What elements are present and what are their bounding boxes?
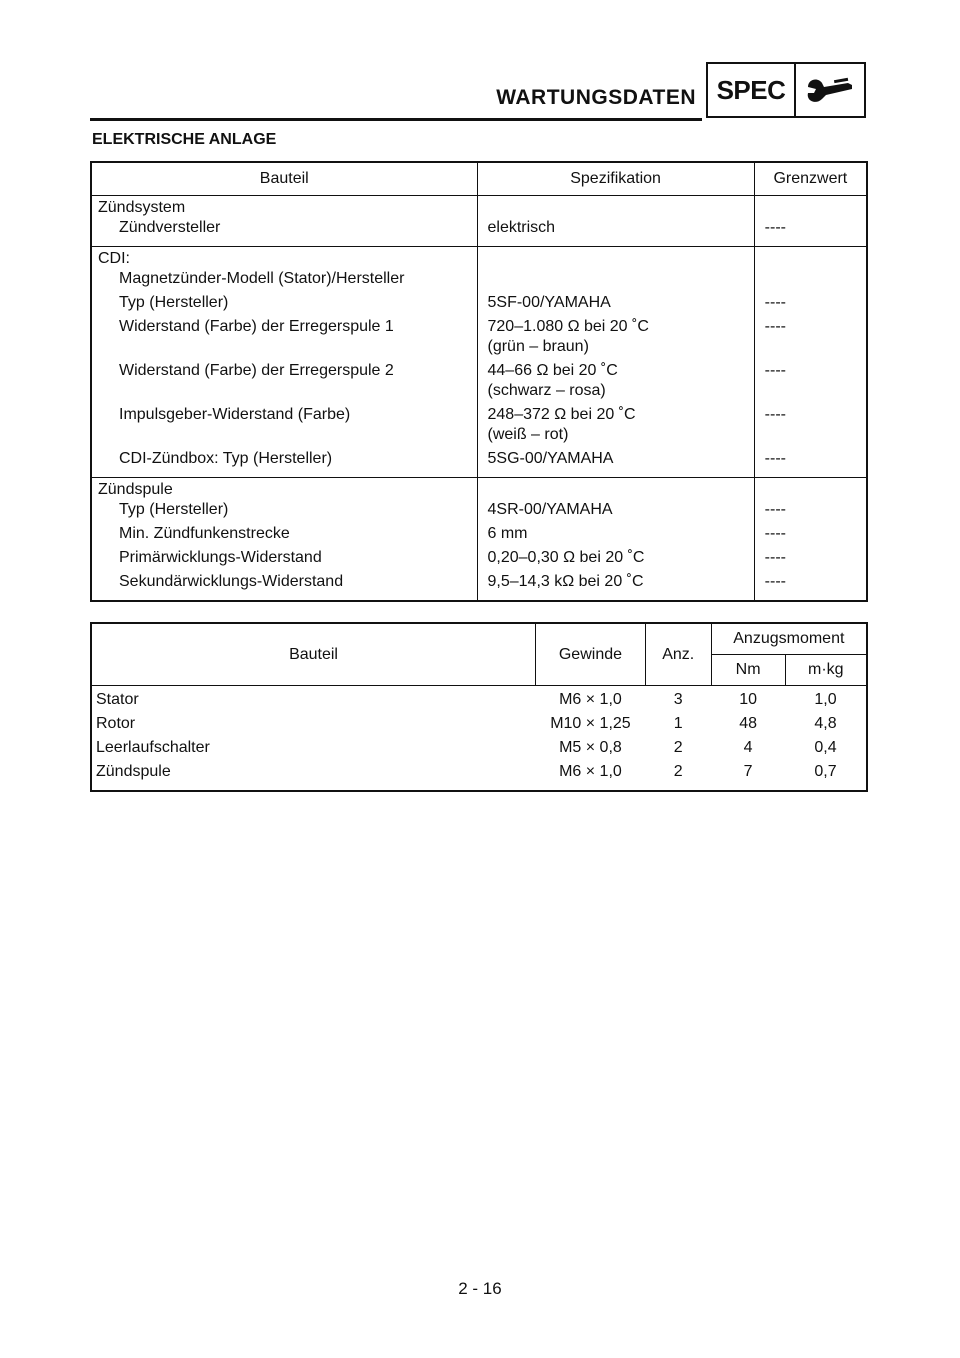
spec-cell [477, 247, 754, 270]
torque-mkg-cell: 0,7 [814, 763, 837, 780]
part-cell: Magnetzünder-Modell (Stator)/Hersteller [91, 269, 477, 293]
table-row [91, 548, 867, 572]
part-cell: Sekundärwicklungs-Widerstand [91, 572, 477, 601]
limit-cell [754, 478, 867, 501]
torque-mkg-cell: 0,4 [814, 739, 837, 756]
torque-qty-cell: 2 [673, 763, 683, 780]
table-row [91, 317, 867, 361]
spec-cell [477, 317, 754, 361]
torque-thread-cell: M6 × 1,0 [559, 691, 622, 708]
torque-thread-cell: M10 × 1,25 [550, 715, 631, 732]
torque-header-torque: Anzugsmoment [711, 623, 867, 655]
torque-part-cell: Stator [96, 691, 139, 708]
spec-table-header [91, 162, 867, 196]
limit-cell [754, 269, 867, 293]
torque-table [90, 622, 868, 792]
part-cell: Widerstand (Farbe) der Erregerspule 1 [91, 317, 477, 361]
header-rule [90, 118, 702, 121]
group-row [91, 478, 867, 501]
part-cell: Zündversteller [91, 218, 477, 247]
part-cell: CDI-Zündbox: Typ (Hersteller) [91, 449, 477, 478]
part-cell: Typ (Hersteller) [91, 500, 477, 524]
limit-cell: ---- [764, 525, 786, 542]
torque-qty-cell: 3 [673, 691, 683, 708]
group-title: CDI: [91, 247, 477, 270]
spec-line: (schwarz – rosa) [487, 382, 606, 399]
spec-cell [477, 500, 754, 524]
torque-part-cell: Leerlaufschalter [96, 739, 210, 756]
torque-row [91, 736, 867, 760]
torque-row [91, 760, 867, 791]
part-cell: Min. Zündfunkenstrecke [91, 524, 477, 548]
spec-cell [477, 524, 754, 548]
spec-line: 5SF-00/YAMAHA [487, 294, 611, 311]
section-title: ELEKTRISCHE ANLAGE [92, 131, 277, 148]
group-row [91, 247, 867, 270]
table-row [91, 293, 867, 317]
spec-line: 720–1.080 Ω bei 20 ˚C [487, 318, 649, 335]
torque-header-part: Bauteil [91, 623, 536, 686]
part-cell: Typ (Hersteller) [91, 293, 477, 317]
spec-cell [477, 269, 754, 293]
torque-header-nm: Nm [711, 655, 785, 686]
torque-row [91, 712, 867, 736]
spec-line: 0,20–0,30 Ω bei 20 ˚C [487, 549, 645, 566]
torque-header-qty: Anz. [645, 623, 711, 686]
torque-mkg-cell: 4,8 [814, 715, 837, 732]
table-row [91, 449, 867, 478]
part-cell: Widerstand (Farbe) der Erregerspule 2 [91, 361, 477, 405]
spec-line: 9,5–14,3 kΩ bei 20 ˚C [487, 573, 644, 590]
spec-cell [477, 478, 754, 501]
table-row [91, 218, 867, 247]
torque-thread-cell: M6 × 1,0 [559, 763, 622, 780]
group-title: Zündsystem [91, 196, 477, 219]
header-spec: Spezifikation [477, 162, 754, 196]
spec-cell [477, 293, 754, 317]
spec-label: SPEC [708, 64, 796, 116]
limit-cell: ---- [764, 219, 786, 236]
limit-cell: ---- [764, 549, 786, 566]
limit-cell: ---- [764, 294, 786, 311]
torque-row [91, 686, 867, 713]
limit-cell: ---- [764, 450, 786, 467]
part-cell: Impulsgeber-Widerstand (Farbe) [91, 405, 477, 449]
spec-line: elektrisch [487, 219, 556, 236]
torque-thread-cell: M5 × 0,8 [559, 739, 622, 756]
table-row [91, 361, 867, 405]
group-title: Zündspule [91, 478, 477, 501]
limit-cell: ---- [764, 573, 786, 590]
spec-table [90, 161, 868, 602]
limit-cell: ---- [764, 318, 786, 335]
limit-cell [754, 196, 867, 219]
page-number: 2 - 16 [458, 1279, 502, 1298]
limit-cell: ---- [764, 501, 786, 518]
spec-cell [477, 548, 754, 572]
torque-header-row [91, 623, 867, 655]
torque-part-cell: Zündspule [96, 763, 171, 780]
spec-line: 6 mm [487, 525, 528, 542]
torque-part-cell: Rotor [96, 715, 136, 732]
torque-header-mkg: m·kg [785, 655, 867, 686]
spec-line: (grün – braun) [487, 338, 589, 355]
limit-cell [754, 247, 867, 270]
limit-cell: ---- [764, 362, 786, 379]
header-limit: Grenzwert [754, 162, 867, 196]
spec-line: 4SR-00/YAMAHA [487, 501, 613, 518]
group-row [91, 196, 867, 219]
header-part: Bauteil [91, 162, 477, 196]
table-row [91, 500, 867, 524]
torque-mkg-cell: 1,0 [814, 691, 837, 708]
torque-qty-cell: 2 [673, 739, 683, 756]
spec-line: 5SG-00/YAMAHA [487, 450, 614, 467]
spec-line: 44–66 Ω bei 20 ˚C [487, 362, 618, 379]
spec-cell [477, 572, 754, 601]
spec-cell [477, 449, 754, 478]
spec-cell [477, 196, 754, 219]
torque-nm-cell: 4 [743, 739, 753, 756]
spec-line: 248–372 Ω bei 20 ˚C [487, 406, 636, 423]
table-row [91, 524, 867, 548]
spec-badge [706, 62, 866, 118]
spec-cell [477, 361, 754, 405]
table-row [91, 269, 867, 293]
part-cell: Primärwicklungs-Widerstand [91, 548, 477, 572]
page-title: WARTUNGSDATEN [496, 86, 696, 109]
torque-nm-cell: 7 [743, 763, 753, 780]
table-row [91, 405, 867, 449]
spec-cell [477, 405, 754, 449]
spec-cell [477, 218, 754, 247]
torque-qty-cell: 1 [673, 715, 683, 732]
spec-line: (weiß – rot) [487, 426, 569, 443]
wrench-icon [796, 64, 864, 116]
torque-nm-cell: 48 [739, 715, 758, 732]
torque-nm-cell: 10 [739, 691, 758, 708]
torque-header-thread: Gewinde [536, 623, 646, 686]
table-row [91, 572, 867, 601]
limit-cell: ---- [764, 406, 786, 423]
